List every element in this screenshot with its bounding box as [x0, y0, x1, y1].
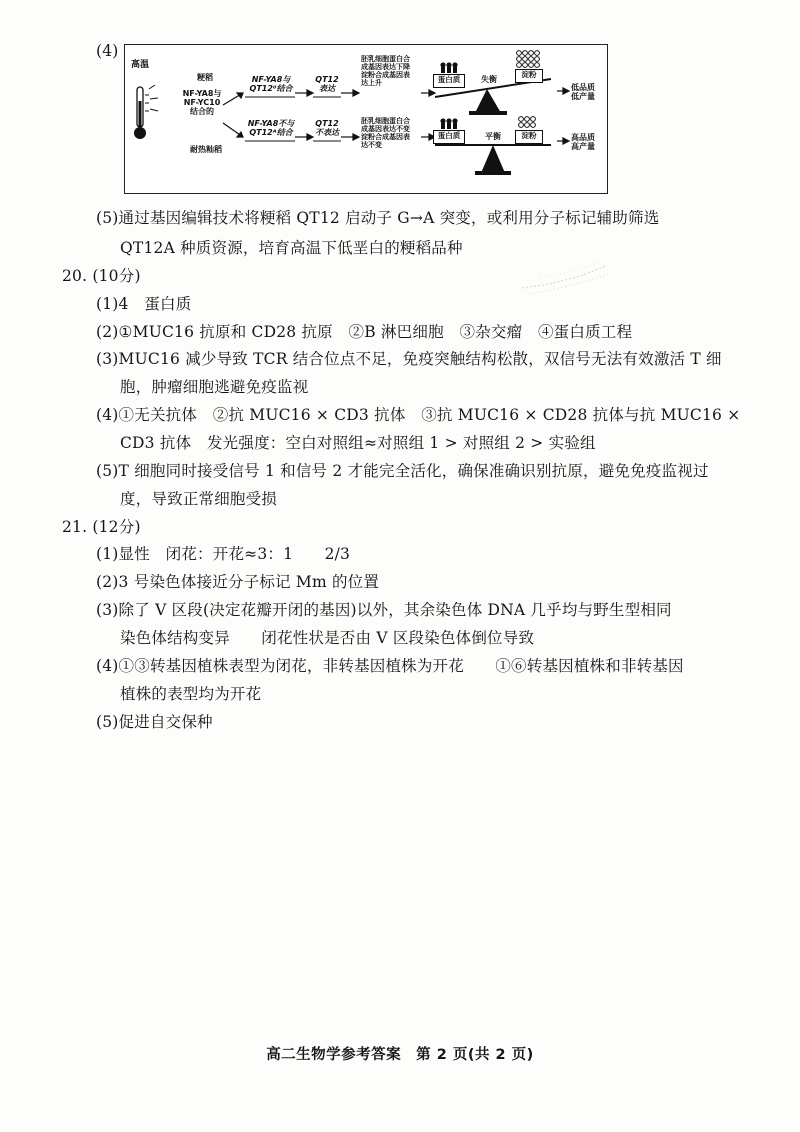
q20-part3-line1: (3)MUC16 减少导致 TCR 结合位点不足，免疫突触结构松散，双信号无法有效激活 T 细	[96, 350, 722, 368]
bottom-binding-label: NF-YA8不与 QT12ᴬ结合	[247, 119, 295, 137]
complex-label: NF-YA8与 NF-YC10 结合的	[182, 89, 222, 116]
q20-part5-line2: 度，导致正常细胞受损	[120, 490, 278, 508]
japonica-label: 粳稻	[197, 73, 213, 82]
bottom-gene-result: 胚乳细胞蛋白合 成基因表达不变 淀粉合成基因表 达不变	[361, 117, 410, 149]
page-footer: 高二生物学参考答案 第 2 页(共 2 页)	[266, 1047, 534, 1063]
top-binding-label: NF-YA8与 QT12⁰结合	[249, 75, 293, 93]
q20-part4-line1: (4)①无关抗体 ②抗 MUC16 × CD3 抗体 ③抗 MUC16 × CD28 抗体与抗 MUC16 ×	[96, 406, 741, 424]
high-temp-label: 高温	[131, 60, 150, 70]
heat-tolerant-label: 耐热籼稻	[190, 145, 222, 154]
q20-part3-line2: 胞，肿瘤细胞逃避免疫监视	[120, 378, 309, 396]
q19-part5-line2: QT12A 种质资源，培育高温下低垩白的粳稻品种	[120, 239, 463, 257]
balance-scale	[435, 117, 551, 175]
q21-heading: 21. (12分)	[62, 518, 141, 536]
balance-label: 平衡	[485, 132, 501, 141]
bottom-outcome-label: 高品质 高产量	[571, 133, 595, 151]
top-outcome-label: 低品质 低产量	[571, 83, 595, 101]
q20-part2: (2)①MUC16 抗原和 CD28 抗原 ②B 淋巴细胞 ③杂交瘤 ④蛋白质工程	[96, 323, 633, 341]
q21-part4-line1: (4)①③转基因植株表型为闭花，非转基因植株为开花 ①⑥转基因植株和非转基因	[96, 657, 684, 675]
top-gene-result: 胚乳细胞蛋白合 成基因表达下降 淀粉合成基因表 达上升	[361, 55, 410, 87]
top-expression-label: QT12 表达	[315, 75, 339, 93]
bottom-expression-label: QT12 不表达	[315, 119, 339, 137]
q19-part4-label: (4)	[96, 42, 119, 60]
imbalance-label: 失衡	[481, 75, 497, 84]
q21-part1: (1)显性 闭花：开花≈3：1 2/3	[96, 545, 351, 563]
q21-part5: (5)促进自交保种	[96, 713, 213, 731]
q20-part1: (1)4 蛋白质	[96, 295, 192, 313]
starch-box-bottom: 淀粉	[515, 130, 543, 144]
protein-box-bottom: 蛋白质	[433, 130, 465, 144]
ink-smudge	[520, 258, 610, 298]
starch-box-top: 淀粉	[515, 69, 543, 83]
q21-part3-line2: 染色体结构变异 闭花性状是否由 V 区段染色体倒位导致	[120, 629, 535, 647]
thermometer-icon	[134, 85, 158, 139]
protein-box-top: 蛋白质	[433, 74, 465, 88]
q20-part4-line2: CD3 抗体 发光强度：空白对照组≈对照组 1 > 对照组 2 > 实验组	[120, 434, 596, 452]
q20-heading: 20. (10分)	[62, 267, 141, 285]
q19-part5-line1: (5)通过基因编辑技术将粳稻 QT12 启动子 G→A 突变，或利用分子标记辅助筛选	[96, 209, 660, 227]
q21-part2: (2)3 号染色体接近分子标记 Mm 的位置	[96, 573, 380, 591]
q21-part3-line1: (3)除了 V 区段(决定花瓣开闭的基因)以外，其余染色体 DNA 几乎均与野生型相同	[96, 601, 672, 619]
q20-part5-line1: (5)T 细胞同时接受信号 1 和信号 2 才能完全活化，确保准确识别抗原，避免免疫监视过	[96, 462, 709, 480]
qt12-mechanism-diagram	[124, 44, 608, 194]
q21-part4-line2: 植株的表型均为开花	[120, 685, 262, 703]
